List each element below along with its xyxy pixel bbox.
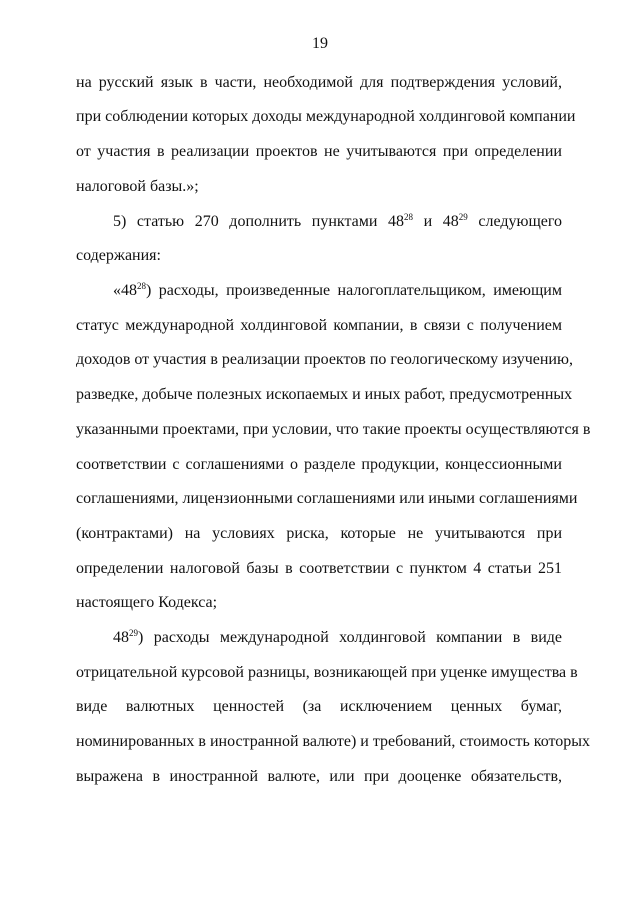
text-line: на русский язык в части, необходимой для подтверждения условий, [76, 74, 562, 91]
text-line: номинированных в иностранной валюте) и требований, стоимость которых [76, 733, 591, 750]
text-line: (контрактами) на условиях риска, которые не учитываются при [76, 525, 562, 542]
text-line [113, 212, 562, 232]
superscript: 28 [137, 281, 146, 291]
superscript: 28 [404, 212, 414, 222]
text-fragment: 48 [113, 629, 129, 646]
text-line [113, 281, 562, 301]
text-line: доходов от участия в реализации проектов по геологическому изучению, [76, 351, 573, 368]
text-line: налоговой базы.»; [76, 178, 199, 195]
page-number: 19 [312, 35, 328, 52]
text-fragment: ) расходы международной холдинговой компании в виде [138, 629, 562, 646]
text-line: статус международной холдинговой компании, в связи с получением [76, 317, 562, 334]
text-fragment: ) расходы, произведенные налогоплательщиком, имеющим [146, 282, 562, 299]
text-fragment: следующего [478, 213, 563, 230]
text-line: настоящего Кодекса; [76, 594, 218, 611]
text-line: выражена в иностранной валюте, или при дооценке обязательств, [76, 768, 562, 785]
text-line: указанными проектами, при условии, что такие проекты осуществляются в [76, 421, 591, 438]
text-fragment: и 48 [423, 213, 459, 230]
superscript: 29 [458, 212, 468, 222]
text-fragment: «48 [113, 282, 137, 299]
text-line: определении налоговой базы в соответствии с пунктом 4 статьи 251 [76, 560, 562, 577]
superscript: 29 [129, 628, 138, 638]
text-line: соответствии с соглашениями о разделе продукции, концессионными [76, 456, 562, 473]
text-line: виде валютных ценностей (за исключением ценных бумаг, [76, 698, 562, 715]
text-line: соглашениями, лицензионными соглашениями или иными соглашениями [76, 490, 578, 507]
text-line: содержания: [76, 247, 161, 264]
text-fragment: 5) статью 270 дополнить пунктами 48 [113, 213, 405, 230]
text-line [113, 628, 562, 648]
text-line: от участия в реализации проектов не учитываются при определении [76, 143, 562, 160]
text-line: разведке, добыче полезных ископаемых и иных работ, предусмотренных [76, 386, 573, 403]
text-line: при соблюдении которых доходы международной холдинговой компании [76, 108, 576, 125]
text-line: отрицательной курсовой разницы, возникающей при уценке имущества в [76, 664, 578, 681]
